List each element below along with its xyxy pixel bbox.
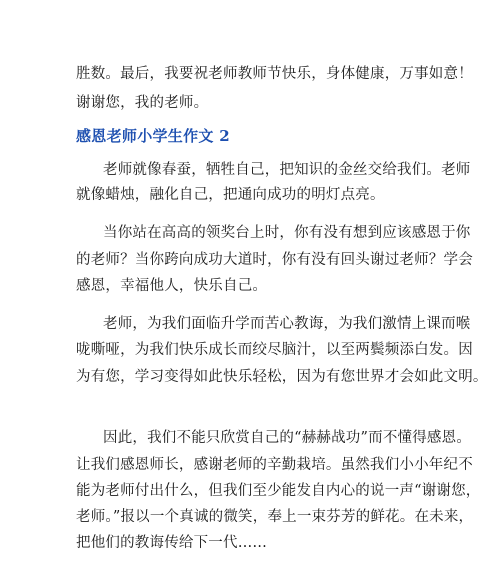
text-line: 老师，为我们面临升学而苦心教诲，为我们激情上课而喉	[103, 316, 471, 332]
text-line: 让我们感恩师长，感谢老师的辛勤栽培。虽然我们小小年纪不	[76, 457, 473, 473]
text-line: 胜数。最后，我要祝老师教师节快乐，身体健康，万事如意！	[76, 66, 473, 82]
essay-title: 感恩老师小学生作文 2	[76, 127, 230, 145]
text-line: 的老师？当你跨向成功大道时，你有没有回头谢过老师？学会	[76, 252, 473, 268]
text-line: 老师。”报以一个真诚的微笑，奉上一束芬芳的鲜花。在未来，	[76, 509, 474, 525]
text-line: 感恩，幸福他人，快乐自己。	[76, 278, 268, 294]
text-line: 把他们的教诲传给下一代……	[76, 535, 268, 551]
text-line: 就像蜡烛，融化自己，把通向成功的明灯点亮。	[76, 187, 385, 203]
text-line: 谢谢您，我的老师。	[76, 95, 209, 111]
text-line: 咙嘶哑，为我们快乐成长而绞尽脑汁，以至两鬓频添白发。因	[76, 342, 473, 358]
text-line: 能为老师付出什么，但我们至少能发自内心的说一声“谢谢您，	[76, 483, 481, 499]
text-line: 为有您，学习变得如此快乐轻松，因为有您世界才会如此文明。	[76, 369, 488, 385]
text-line: 因此，我们不能只欣赏自己的“赫赫战功”而不懂得感恩。	[103, 430, 472, 446]
text-line: 当你站在高高的领奖台上时，你有没有想到应该感恩于你	[103, 225, 471, 241]
text-line: 老师就像春蚕，牺牲自己，把知识的金丝交给我们。老师	[103, 162, 471, 178]
